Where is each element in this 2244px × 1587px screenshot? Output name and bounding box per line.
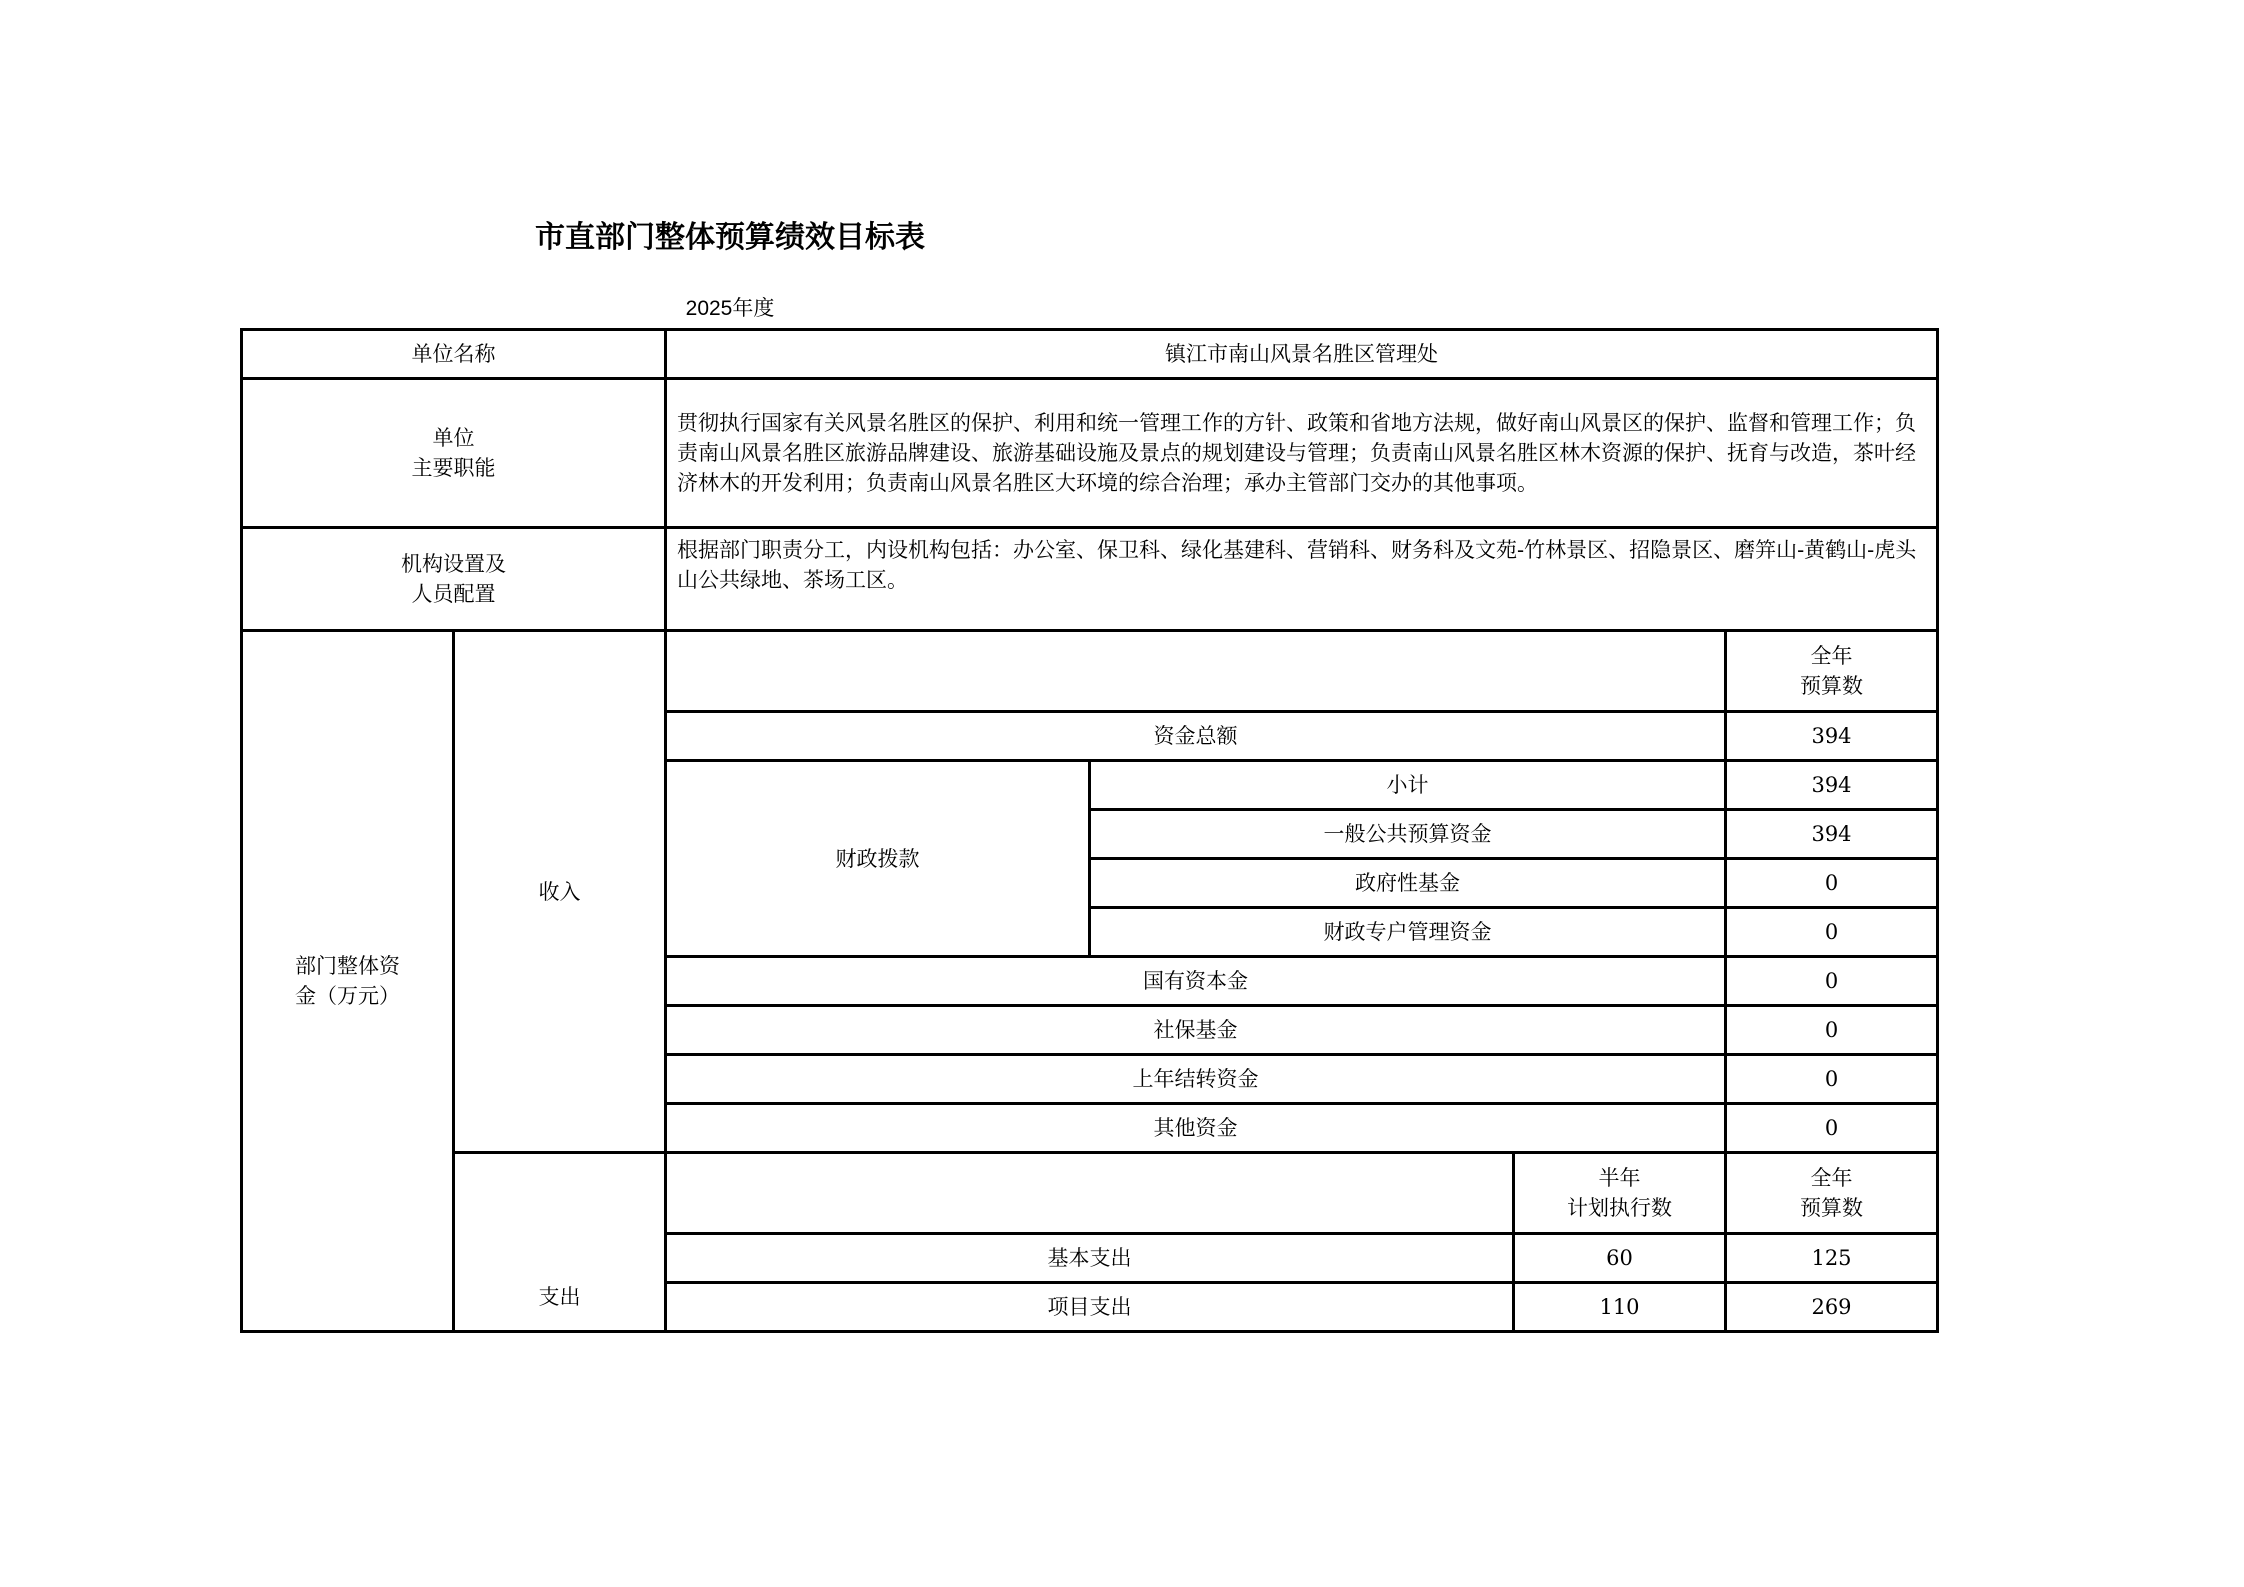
org-label	[242, 528, 666, 631]
half-year-header	[1514, 1153, 1726, 1234]
income-header-blank	[666, 631, 1726, 712]
subtotal-label: 小计	[1090, 761, 1726, 810]
state-capital-label: 国有资本金	[666, 957, 1726, 1006]
special-account-value: 0	[1726, 908, 1938, 957]
fiscal-label: 财政拨款	[666, 761, 1090, 957]
duties-label-line2: 主要职能	[411, 456, 496, 480]
duties-text: 贯彻执行国家有关风景名胜区的保护、利用和统一管理工作的方针、政策和省地方法规，做好南山风景区的保护、监督和管理工作；负责南山风景名胜区旅游品牌建设、旅游基础设施及景点的规划建设与管理；负责南山风景名胜区林木资源的保护、抚育与改造，茶叶经济林木的开发利用；负责南山风景名胜区大环境的综合治理；承办主管部门交办的其他事项。	[666, 379, 1938, 528]
expense-header-blank	[666, 1153, 1514, 1234]
unit-name-value: 镇江市南山风景名胜区管理处	[666, 330, 1938, 379]
funds-section-label: 部门整体资金（万元）	[242, 631, 454, 1332]
project-expense-half: 110	[1514, 1283, 1726, 1332]
general-budget-label: 一般公共预算资金	[1090, 810, 1726, 859]
annual-budget-header	[1726, 631, 1938, 712]
annual-budget-header-2	[1726, 1153, 1938, 1234]
expense-label: 支出	[454, 1153, 666, 1332]
unit-name-label: 单位名称	[242, 330, 666, 379]
budget-table	[240, 328, 1939, 1333]
org-label-line1: 机构设置及	[401, 552, 506, 576]
annual-header-2-line2: 预算数	[1800, 1196, 1863, 1220]
table-row	[242, 379, 1938, 528]
table-row	[242, 330, 1938, 379]
project-expense-annual: 269	[1726, 1283, 1938, 1332]
basic-expense-annual: 125	[1726, 1234, 1938, 1283]
gov-fund-label: 政府性基金	[1090, 859, 1726, 908]
duties-label-line1: 单位	[432, 426, 475, 450]
page-title: 市直部门整体预算绩效目标表	[535, 220, 925, 255]
annual-header-2-line1: 全年	[1810, 1166, 1853, 1190]
total-label: 资金总额	[666, 712, 1726, 761]
half-header-line2: 计划执行数	[1567, 1196, 1672, 1220]
carryover-label: 上年结转资金	[666, 1055, 1726, 1104]
table-row	[242, 1153, 1938, 1234]
general-budget-value: 394	[1726, 810, 1938, 859]
social-fund-label: 社保基金	[666, 1006, 1726, 1055]
duties-label	[242, 379, 666, 528]
half-header-line1: 半年	[1598, 1166, 1641, 1190]
other-fund-label: 其他资金	[666, 1104, 1726, 1153]
total-value: 394	[1726, 712, 1938, 761]
table-row	[242, 528, 1938, 631]
org-text: 根据部门职责分工，内设机构包括：办公室、保卫科、绿化基建科、营销科、财务科及文苑-竹林景区、招隐景区、磨笄山-黄鹤山-虎头山公共绿地、茶场工区。	[666, 528, 1938, 631]
project-expense-label: 项目支出	[666, 1283, 1514, 1332]
social-fund-value: 0	[1726, 1006, 1938, 1055]
carryover-value: 0	[1726, 1055, 1938, 1104]
other-fund-value: 0	[1726, 1104, 1938, 1153]
org-label-line2: 人员配置	[411, 582, 496, 606]
basic-expense-half: 60	[1514, 1234, 1726, 1283]
income-label: 收入	[454, 631, 666, 1153]
gov-fund-value: 0	[1726, 859, 1938, 908]
basic-expense-label: 基本支出	[666, 1234, 1514, 1283]
annual-header-line1: 全年	[1810, 644, 1853, 668]
table-row	[242, 631, 1938, 712]
subtotal-value: 394	[1726, 761, 1938, 810]
state-capital-value: 0	[1726, 957, 1938, 1006]
fiscal-year: 2025年度	[685, 297, 775, 320]
annual-header-line2: 预算数	[1800, 674, 1863, 698]
special-account-label: 财政专户管理资金	[1090, 908, 1726, 957]
